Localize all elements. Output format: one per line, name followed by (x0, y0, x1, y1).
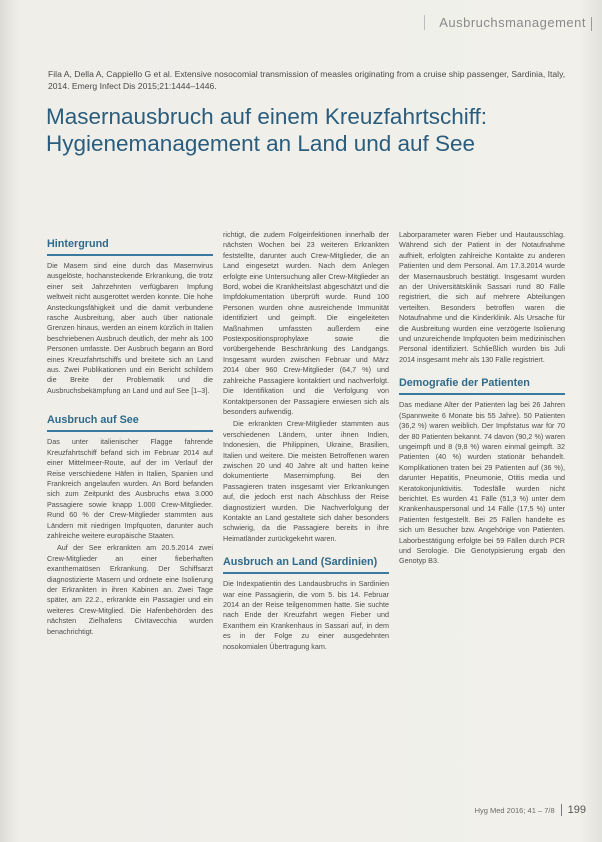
paragraph: Das unter italienischer Flagge fahrende Kreuzfahrtschiff befand sich im Februar 2014 auf einer Mittelmeer-Route, auf der im Verlauf der Reise verschiedene Häfen in Italien, Spanien und Frankreich angelaufen wurden. An Bord befanden sich zum Zeitpunkt des Ausbruchs etwa 3.000 Passagiere sowie knapp 1.000 Crew-Mitglieder. Rund 60 % der Crew-Mitglieder stammten aus Ländern mit niedrigen Impfquoten, darunter auch zahlreiche weitere europäische Staaten. (47, 437, 213, 540)
heading-rule (399, 393, 565, 395)
column-3 (399, 230, 565, 569)
section-divider (591, 17, 592, 31)
paragraph: Die erkrankten Crew-Mitglieder stammten aus verschiedenen Ländern, unter ihnen Indien, Indonesien, die Philippinen, Ukraine, Brasilien, Italien und weitere. Die meisten Betroffenen waren zwischen 20 und 40 Jahre alt und hatten keine dokumentierte Masernimpfung. Bei den Passagieren traten insgesamt vier Erkrankungen auf, die jedoch erst nach Abschluss der Reise diagnostiziert wurden. Die Nachverfolgung der Kontakte an Land gestaltete sich daher besonders schwierig, da die Passagiere bereits in ihre Heimatländer zurückgekehrt waren. (223, 419, 389, 543)
column-2 (223, 230, 389, 654)
spacer (223, 546, 389, 556)
spacer (47, 398, 213, 414)
section-label-text: Ausbruchsmanagement (439, 15, 586, 30)
paragraph: Laborparameter waren Fieber und Hautausschlag. Während sich der Patient in der Notaufnahme aufhielt, erfolgten zahlreiche Kontakte zu anderen Patienten und dem Personal. Am 17.3.2014 wurde der Masernausbruch bestätigt. Insgesamt wurden an der Universitätsklinik Sassari rund 80 Fälle registriert, die sich auf mehrere Abteilungen verteilten. Besonders betroffen waren die Notaufnahme und die Kinderklinik. Als Ursache für die Ausbreitung wurden eine verzögerte Isolierung und unzureichende Impfquoten beim medizinischen Personal identifiziert. Schließlich wurden bis Juli 2014 insgesamt mehr als 130 Fälle registriert. (399, 230, 565, 364)
citation: Fila A, Della A, Cappiello G et al. Extensive nosocomial transmission of measles originating from a cruise ship passenger, Sardinia, Italy, 2014. Emerg Infect Dis 2015;21:1444–1446. (48, 69, 566, 91)
article-title (46, 103, 586, 157)
section-label (424, 15, 586, 30)
heading-rule (47, 430, 213, 432)
heading-ausbruch-auf-see: Ausbruch auf See (47, 414, 139, 427)
heading-rule (47, 254, 213, 256)
heading-rule (223, 572, 389, 574)
page-number: 199 (567, 804, 586, 816)
title-line-2: Hygienemanagement an Land und auf See (46, 131, 476, 156)
paragraph: Die Indexpatientin des Landausbruchs in Sardinien war eine Passagierin, die vom 5. bis 14. Februar 2014 an der Reise teilgenommen hatte. Sie suchte nach Ende der Kreuzfahrt wegen Fieber und Exanthem ein Krankenhaus in Sassari auf, in dem es in der Folge zu einer ausgedehnten nosokomialen Übertragung kam. (223, 579, 389, 651)
journal-reference: Hyg Med 2016; 41 – 7/8 (474, 805, 555, 815)
paragraph: richtigt, die zudem Folgeinfektionen innerhalb der nächsten Wochen bei 23 weiteren Erkrankten feststellte, darunter auch Crew-Mitglieder, die an Land eingesetzt wurden. Nach dem Anlegen erfolgte eine Untersuchung aller Crew-Mitglieder an Bord, wobei die Krankheitslast abgeschätzt und die Impfdokumentation überprüft wurde. Rund 100 Personen wurden ohne ausreichende Immunität identifiziert und geimpft. Die eingeleiteten Maßnahmen umfassten außerdem eine Postexpositionsprophylaxe sowie die vorübergehende Beschränkung des Landgangs. Insgesamt wurden zwischen Februar und März 2014 über 960 Crew-Mitglieder (64,7 %) und zahlreiche Passagiere kontaktiert und nachverfolgt. Die Identifikation und die Verfolgung von Kontaktpersonen der Passagiere erwiesen sich als besonders aufwendig. (223, 230, 389, 416)
heading-demografie: Demografie der Patienten (399, 377, 530, 390)
spacer (399, 367, 565, 377)
footer-divider (561, 804, 562, 816)
paragraph: Das mediane Alter der Patienten lag bei 26 Jahren (Spannweite 6 Monate bis 55 Jahre). 50 Patienten (36,2 %) waren weiblich. Der Impfstatus war für 70 der 80 Patienten bekannt. 74 davon (90,2 %) waren ungeimpft und 8 (9,8 %) waren einmal geimpft. 32 Patienten (40 %) wurden stationär behandelt. Komplikationen traten bei 29 Patienten auf (36 %), darunter Hepatitis, Pneumonie, Otitis media und Keratokonjunktivitis. Todesfälle wurden nicht berichtet. Es wurden 41 Fälle (51,3 %) unter dem Krankenhauspersonal und 14 Fälle (17,5 %) unter Patienten festgestellt. Bei 25 Fällen handelte es sich um Besucher bzw. Angehörige von Patienten. Laborbestätigung erfolgte bei 59 Fällen durch PCR und Serologie. Die Genotypisierung ergab den Genotyp B3. (399, 400, 565, 566)
heading-hintergrund: Hintergrund (47, 238, 109, 250)
heading-ausbruch-an-land: Ausbruch an Land (Sardinien) (223, 556, 378, 569)
paragraph: Auf der See erkrankten am 20.5.2014 zwei Crew-Mitglieder an einer fieberhaften exanthematösen Erkrankung. Der Schiffsarzt diagnostizierte Masern und ordnete eine Isolierung der Erkrankten in ihren Kabinen an. Zwei Tage später, am 22.2., erkrankte ein Passagier und ein weiteres Crew-Mitglied. Die Hafenbehörden des nächsten Zielhafens Civitavecchia wurden benachrichtigt. (47, 543, 213, 636)
paragraph: Die Masern sind eine durch das Masernvirus ausgelöste, hochansteckende Erkrankung, die trotz einer seit Jahrzehnten verfügbaren Impfung weltweit nicht ausgerottet werden konnte. Die hohe Ansteckungsfähigkeit und die damit verbundene rasche Ausbreitung, aber auch über nationale Grenzen hinaus, werden an einem kürzlich in Italien beschriebenen Ausbruch deutlich, der mehr als 100 Personen umfasste. Der Ausbruch begann an Bord eines Kreuzfahrtschiffs und breitete sich an Land aus. Zwei Publikationen und ein Bericht schildern die Breite der Problematik und die Ausbruchsbekämpfung an Land und auf See [1–3]. (47, 261, 213, 395)
column-1 (47, 238, 213, 639)
page-footer (475, 804, 586, 816)
title-line-1: Masernausbruch auf einem Kreuzfahrtschiff: (46, 104, 488, 129)
